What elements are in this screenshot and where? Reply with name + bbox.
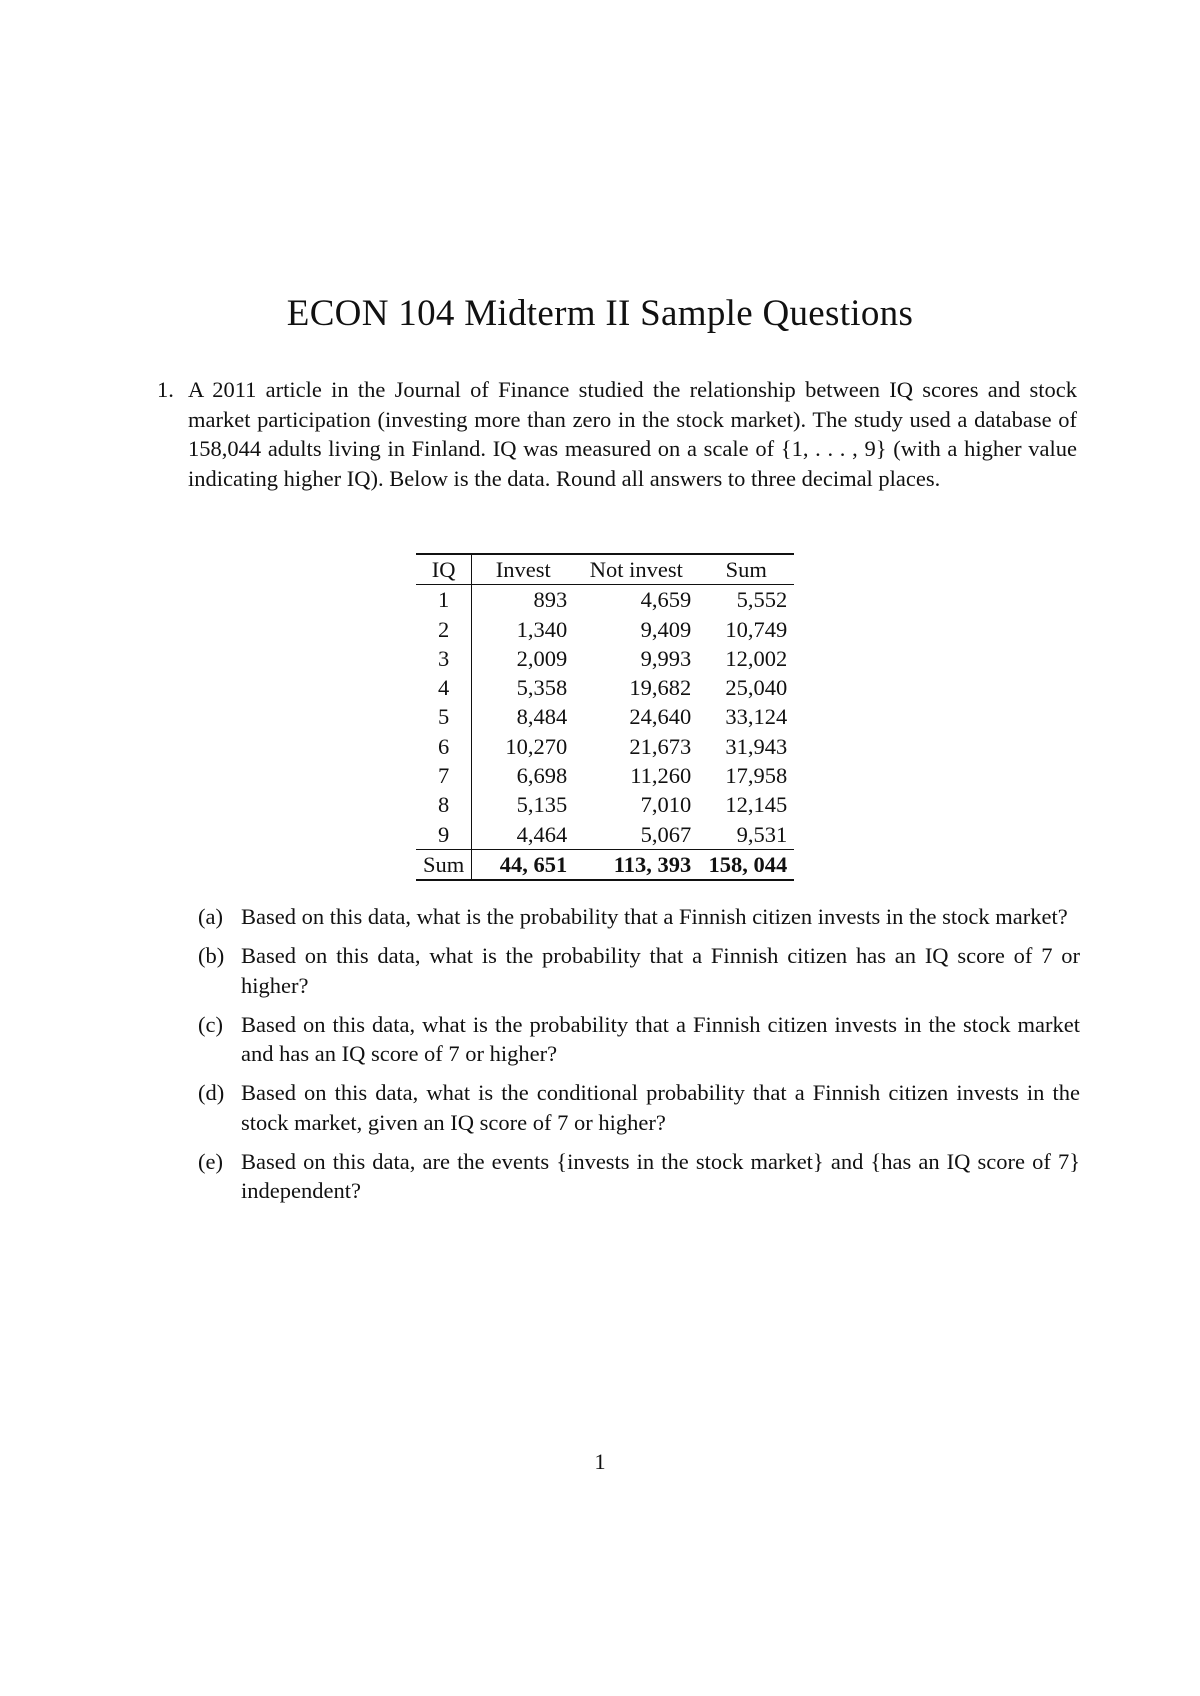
cell-sum: 17,958 xyxy=(725,763,788,789)
table-row xyxy=(416,644,794,673)
cell-invest: 6,698 xyxy=(516,763,568,789)
cell-not-invest: 9,409 xyxy=(640,616,692,642)
table-row xyxy=(416,732,794,761)
question-1 xyxy=(157,375,1077,493)
cell-not-invest: 7,010 xyxy=(640,792,692,818)
subquestion-list xyxy=(198,902,1080,1215)
table-row xyxy=(416,820,794,850)
cell-not-invest: 19,682 xyxy=(629,675,692,701)
subquestion-b xyxy=(198,941,1080,1000)
cell-not-invest: 21,673 xyxy=(629,733,692,759)
subquestion-c xyxy=(198,1010,1080,1069)
cell-invest: 10,270 xyxy=(505,733,568,759)
cell-invest: 1,340 xyxy=(516,616,568,642)
subquestion-label: (d) xyxy=(198,1080,225,1105)
header-iq: IQ xyxy=(416,554,472,585)
header-sum: Sum xyxy=(725,557,767,582)
cell-iq: 8 xyxy=(416,790,472,819)
cell-not-invest: 11,260 xyxy=(630,763,692,789)
cell-sum: 9,531 xyxy=(736,821,788,847)
subquestion-e xyxy=(198,1147,1080,1206)
table-row xyxy=(416,761,794,790)
cell-sum: 33,124 xyxy=(725,704,788,730)
subquestion-a xyxy=(198,902,1080,932)
subquestion-text: Based on this data, are the events {invests in the stock market} and {has an IQ score of 7} independent? xyxy=(241,1148,1080,1203)
cell-not-invest: 5,067 xyxy=(640,821,692,847)
cell-sum: 12,002 xyxy=(725,645,788,671)
cell-not-invest: 9,993 xyxy=(640,645,692,671)
table-row xyxy=(416,790,794,819)
cell-invest: 893 xyxy=(533,587,568,613)
table-row xyxy=(416,702,794,731)
cell-iq: 9 xyxy=(416,820,472,850)
cell-invest: 5,358 xyxy=(516,675,568,701)
cell-iq: 1 xyxy=(416,585,472,615)
table-header-row xyxy=(416,554,794,585)
cell-sum: 5,552 xyxy=(736,587,788,613)
cell-total-not-invest: 113, 393 xyxy=(613,851,692,877)
table-row xyxy=(416,615,794,644)
subquestion-text: Based on this data, what is the conditional probability that a Finnish citizen invests in the stock market, given an IQ score of 7 or higher? xyxy=(241,1080,1080,1135)
table-row xyxy=(416,673,794,702)
subquestion-label: (c) xyxy=(198,1011,223,1037)
iq-data-table xyxy=(416,553,794,881)
cell-grand-total: 158, 044 xyxy=(708,851,788,877)
cell-invest: 5,135 xyxy=(516,792,568,818)
question-text: A 2011 article in the Journal of Finance studied the relationship between IQ scores and stock market participation (investing more than zero in the stock market). The study used a database of 158,044 adults living in Finland. IQ was measured on a scale of {1, . . . , 9} (with a higher value indicating higher IQ). Below is the data. Round all answers to three decimal places. xyxy=(188,377,1077,491)
table-row xyxy=(416,585,794,615)
cell-iq: 3 xyxy=(416,644,472,673)
cell-invest: 8,484 xyxy=(516,704,568,730)
subquestion-text: Based on this data, what is the probability that a Finnish citizen invests in the stock market and has an IQ score of 7 or higher? xyxy=(241,1011,1080,1066)
cell-sum-label: Sum xyxy=(416,849,472,880)
cell-not-invest: 4,659 xyxy=(640,587,692,613)
page-number: 1 xyxy=(594,1449,606,1474)
subquestion-label: (e) xyxy=(198,1148,223,1174)
header-invest: Invest xyxy=(495,557,551,582)
table-sum-row xyxy=(416,849,794,880)
subquestion-label: (a) xyxy=(198,904,223,929)
subquestion-text: Based on this data, what is the probability that a Finnish citizen has an IQ score of 7 or higher? xyxy=(241,943,1080,998)
question-number: 1. xyxy=(157,377,174,402)
cell-invest: 2,009 xyxy=(516,645,568,671)
cell-not-invest: 24,640 xyxy=(629,704,692,730)
cell-sum: 25,040 xyxy=(725,675,788,701)
cell-iq: 6 xyxy=(416,732,472,761)
cell-sum: 10,749 xyxy=(725,616,788,642)
cell-total-invest: 44, 651 xyxy=(499,851,568,877)
cell-iq: 5 xyxy=(416,702,472,731)
cell-sum: 12,145 xyxy=(725,792,788,818)
page-title: ECON 104 Midterm II Sample Questions xyxy=(286,293,914,334)
subquestion-label: (b) xyxy=(198,943,225,968)
header-not-invest: Not invest xyxy=(589,557,683,582)
cell-iq: 7 xyxy=(416,761,472,790)
subquestion-text: Based on this data, what is the probability that a Finnish citizen invests in the stock market? xyxy=(241,904,1068,929)
cell-iq: 2 xyxy=(416,615,472,644)
cell-iq: 4 xyxy=(416,673,472,702)
subquestion-d xyxy=(198,1078,1080,1137)
cell-invest: 4,464 xyxy=(516,821,568,847)
cell-sum: 31,943 xyxy=(725,733,788,759)
